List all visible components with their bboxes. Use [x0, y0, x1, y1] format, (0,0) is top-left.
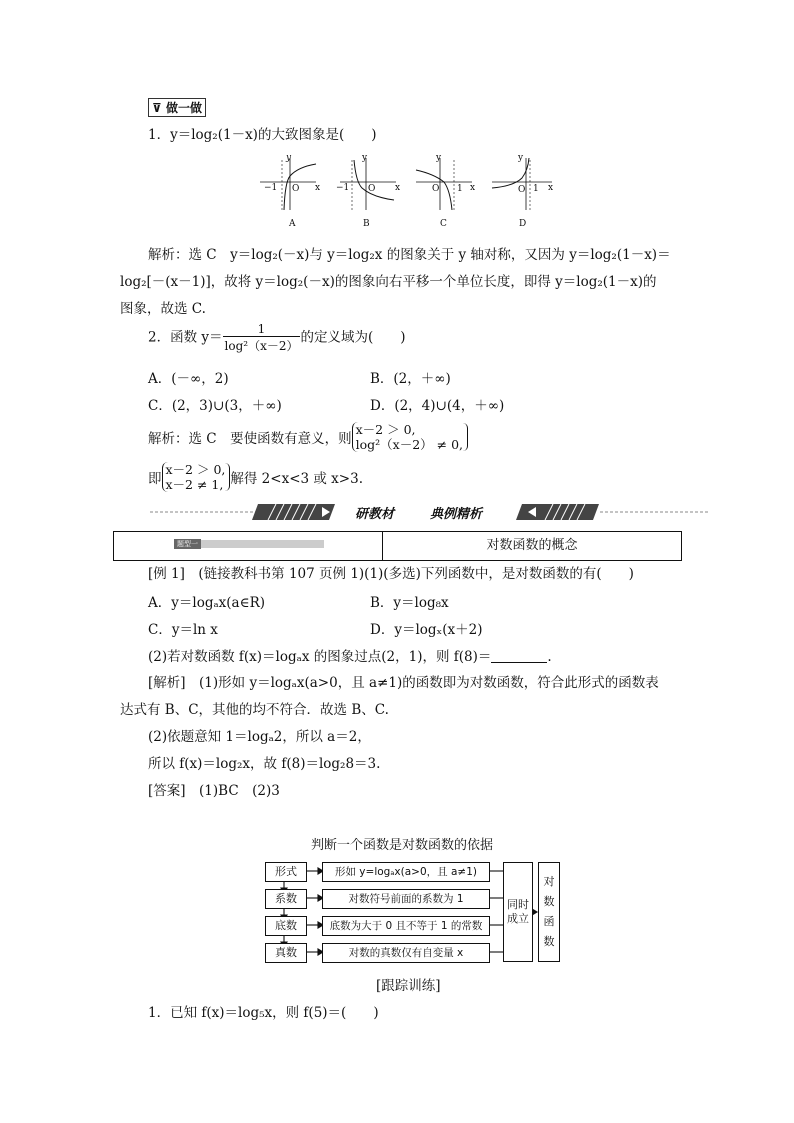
- svg-text:−1: −1: [264, 183, 278, 193]
- section-tag-label: 做一做: [165, 101, 202, 115]
- q2-frac-den: log²（x－2）: [224, 339, 299, 353]
- graph-a: [260, 153, 320, 229]
- svg-text:y: y: [286, 153, 292, 163]
- ex1-answer: [答案] (1)BC (2)3: [148, 783, 280, 799]
- graph-c-label: C: [440, 219, 447, 229]
- q1-analysis-3: 图象，故选 C.: [120, 301, 206, 317]
- diagram-desc-base: 底数为大于 0 且不等于 1 的常数: [322, 916, 490, 936]
- topic-tag: 题型一: [174, 539, 201, 549]
- follow-q1: 1．已知 f(x)＝log₅x，则 f(5)＝( ): [148, 1005, 379, 1021]
- follow-title: [跟踪训练]: [376, 978, 441, 994]
- ex1-part2-end: .: [547, 649, 552, 665]
- tag-icon: ⊽: [152, 101, 162, 115]
- graph-b-label: B: [363, 219, 370, 229]
- svg-text:y: y: [518, 153, 524, 163]
- ex1-stem: [例 1] (链接教科书第 107 页例 1)(1)(多选)下列函数中，是对数函数的有( ): [148, 566, 634, 582]
- q2-result: [148, 462, 363, 492]
- diagram-title: 判断一个函数是对数函数的依据: [311, 838, 494, 853]
- q2-option-d: D．(2，4)∪(4，＋∞): [370, 398, 505, 414]
- svg-text:1: 1: [533, 184, 539, 194]
- svg-text:O: O: [432, 184, 440, 194]
- q2-stem-suffix: 的定义域为( ): [300, 329, 406, 346]
- q2-analysis-prefix: 解析：选 C 要使函数有意义，则: [148, 431, 352, 447]
- graph-a-label: A: [289, 219, 296, 229]
- diagram-result: [538, 862, 560, 962]
- graph-b: [336, 153, 400, 229]
- q2-system-1: [352, 422, 463, 452]
- diagram-middle: [503, 862, 533, 962]
- q2-sys1-line-a: x－2 ＞ 0,: [355, 422, 416, 437]
- ex1-answer-blank: [491, 648, 547, 663]
- svg-text:O: O: [518, 185, 526, 195]
- svg-text:x: x: [548, 183, 554, 193]
- svg-text:−1: −1: [336, 183, 350, 193]
- diagram-desc-antilog: 对数的真数仅有自变量 x: [322, 943, 490, 963]
- ex1-part2: [148, 645, 552, 665]
- svg-text:x: x: [315, 183, 321, 193]
- graph-c: [416, 153, 475, 229]
- diagram-result-1: 对: [543, 875, 555, 888]
- ex1-jiexi-3: (2)依题意知 1＝logₐ2，所以 a＝2，: [148, 729, 371, 745]
- svg-text:1: 1: [457, 184, 463, 194]
- diagram-result-4: 数: [543, 935, 555, 948]
- q1-stem: 1．y＝log₂(1－x)的大致图象是( ): [148, 127, 377, 143]
- q2-ji: 即: [148, 471, 162, 487]
- q2-stem-prefix: 2．函数 y＝: [148, 329, 223, 346]
- graph-d: [492, 153, 553, 229]
- q2-option-a: A．(－∞，2): [148, 371, 229, 387]
- svg-text:x: x: [470, 183, 476, 193]
- diagram-result-2: 数: [543, 895, 555, 908]
- graph-d-label: D: [519, 219, 527, 229]
- ex1-jiexi-4: 所以 f(x)＝log₂x，故 f(8)＝log₂8＝3.: [148, 756, 381, 772]
- svg-text:O: O: [292, 184, 300, 194]
- diagram-desc-form: 形如 y=logₐx(a>0，且 a≠1): [322, 862, 490, 882]
- q2-option-b: B．(2，＋∞): [370, 371, 451, 387]
- ex1-jiexi-2: 达式有 B、C，其他的均不符合．故选 B、C.: [120, 702, 389, 718]
- banner-right: 典例精析: [430, 507, 483, 522]
- ex1-option-d: D．y＝logₓ(x＋2): [370, 622, 483, 638]
- diagram-middle-2: 成立: [507, 912, 529, 925]
- diagram-label-form: 形式: [265, 862, 307, 882]
- banner-left: 研教材: [355, 507, 395, 522]
- q2-sys2-line-b: x－2 ≠ 1,: [165, 477, 224, 492]
- svg-text:y: y: [362, 153, 368, 163]
- q2-option-c: C．(2，3)∪(3，＋∞): [148, 398, 282, 414]
- svg-text:O: O: [368, 184, 376, 194]
- diagram-label-coeff: 系数: [265, 889, 307, 909]
- q2-system-2: [162, 462, 226, 492]
- q2-analysis: [148, 422, 468, 452]
- q2-sys2-line-a: x－2 ＞ 0,: [165, 462, 226, 477]
- section-banner: [150, 503, 710, 521]
- ex1-jiexi-1: [解析] (1)形如 y＝logₐx(a>0，且 a≠1)的函数即为对数函数，符合此形式的函数表: [148, 675, 659, 691]
- diagram-middle-1: 同时: [507, 898, 529, 911]
- q2-stem: [148, 322, 406, 354]
- topic-title: 对数函数的概念: [486, 538, 578, 553]
- q2-result-text: 解得 2<x<3 或 x>3.: [230, 471, 363, 487]
- ex1-option-a: A．y＝logₐx(a∈R): [148, 595, 266, 611]
- topic-tag-cell: [114, 532, 383, 560]
- q1-analysis-2: log₂[－(x－1)]，故将 y＝log₂(－x)的图象向右平移一个单位长度，即得 y＝log₂(1－x)的: [120, 274, 657, 290]
- diagram-label-base: 底数: [265, 916, 307, 936]
- diagram-label-antilog: 真数: [265, 943, 307, 963]
- q2-fraction: [223, 322, 301, 354]
- diagram-desc-coeff: 对数符号前面的系数为 1: [322, 889, 490, 909]
- ex1-option-b: B．y＝log₈x: [370, 595, 449, 611]
- q2-sys1-line-b: log²（x－2） ≠ 0,: [355, 437, 464, 452]
- svg-text:y: y: [436, 153, 442, 163]
- ex1-option-c: C．y＝ln x: [148, 622, 218, 638]
- topic-header: [113, 531, 682, 561]
- q1-analysis-1: 解析：选 C y＝log₂(－x)与 y＝log₂x 的图象关于 y 轴对称，又因为 y＝log₂(1－x)＝: [148, 247, 671, 263]
- ex1-part2-text: (2)若对数函数 f(x)＝logₐx 的图象过点(2，1)，则 f(8)＝: [148, 649, 492, 665]
- svg-text:x: x: [395, 183, 401, 193]
- q2-frac-num: 1: [223, 322, 301, 337]
- diagram-result-3: 函: [543, 915, 555, 928]
- q1-graphs: [252, 152, 564, 232]
- section-tag: [148, 98, 206, 117]
- q2-system-1-close: [463, 423, 468, 451]
